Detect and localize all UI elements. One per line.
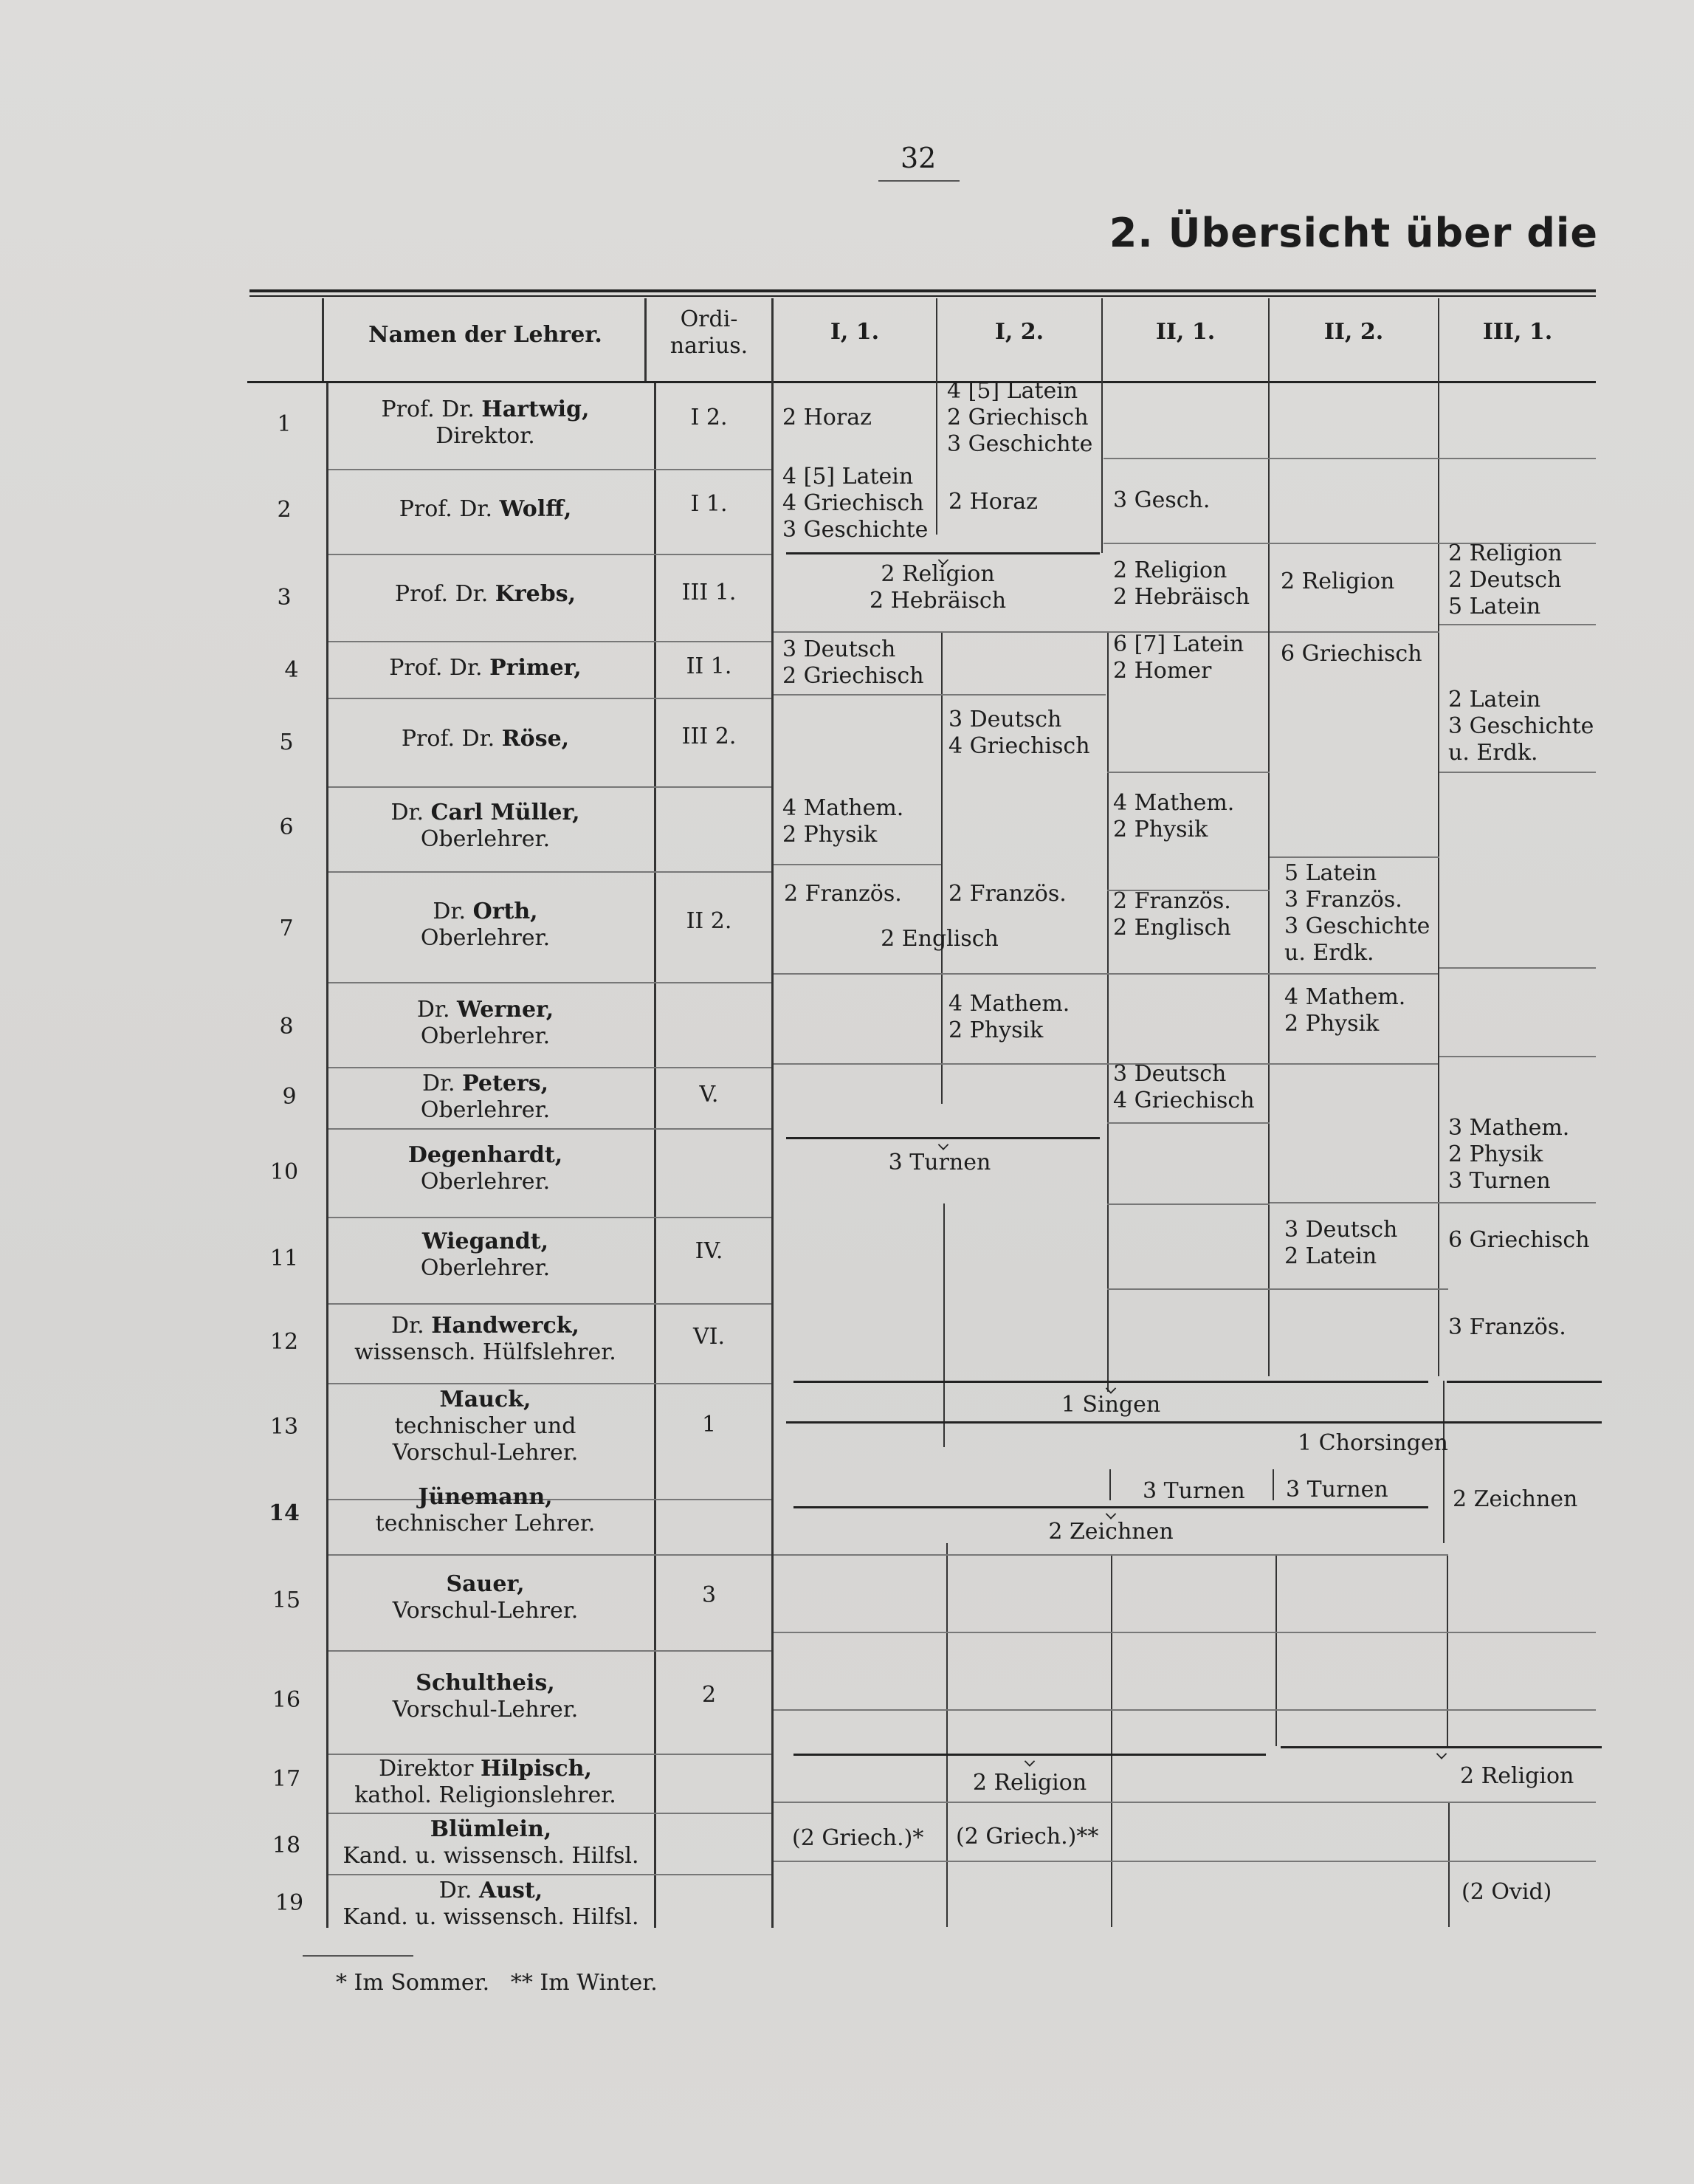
col-rule-iii1: [1438, 298, 1439, 1376]
lesson-cell: 3 Deutsch 2 Latein: [1284, 1217, 1398, 1269]
teacher-name: [328, 396, 642, 450]
teacher-title: Dr.: [438, 1878, 472, 1903]
row-sep: [774, 973, 1438, 975]
row-sep: [328, 1067, 771, 1068]
row-sep: [328, 469, 771, 470]
lesson-cell: 3 Französ.: [1448, 1314, 1566, 1340]
span-brace-r17-right: [1281, 1746, 1602, 1748]
teacher-ordinarius: III 1.: [681, 580, 737, 605]
teacher-surname: Wiegandt,: [421, 1229, 549, 1254]
row-number: 14: [269, 1500, 300, 1526]
teacher-surname: Hilpisch,: [481, 1756, 592, 1782]
page-number-rule: [878, 180, 960, 182]
teacher-title: Prof. Dr.: [401, 726, 495, 752]
row-number: 12: [269, 1329, 299, 1355]
teacher-title: Prof. Dr.: [389, 655, 483, 681]
teacher-surname: Wolff,: [499, 496, 572, 522]
teacher-role: technischer Lehrer.: [375, 1511, 596, 1536]
row-number: 13: [269, 1414, 299, 1440]
span-rule-r13-chor: [786, 1421, 1602, 1424]
lesson-cell: 3 Turnen: [1286, 1477, 1388, 1503]
lesson-cell: 3 Deutsch 2 Griechisch: [782, 636, 924, 689]
teacher-name: [328, 496, 642, 523]
teacher-name: [328, 655, 642, 681]
lesson-cell: 2 Religion 2 Hebräisch: [869, 561, 1007, 614]
lesson-cell: 3 Turnen: [888, 1150, 991, 1175]
teacher-name: [328, 1670, 642, 1723]
lesson-cell: 3 Turnen: [1143, 1478, 1245, 1504]
teacher-surname: Primer,: [489, 655, 582, 681]
row-sep: [774, 1554, 1448, 1556]
teacher-surname: Werner,: [457, 997, 554, 1023]
teacher-role: Vorschul-Lehrer.: [392, 1598, 579, 1624]
span-brace-r17-left: [793, 1754, 1266, 1756]
header-class-i2: I, 2.: [994, 319, 1044, 345]
lesson-cell: 3 Gesch.: [1113, 487, 1211, 513]
lesson-cell: 4 [5] Latein 2 Griechisch 3 Geschichte: [947, 378, 1093, 457]
teacher-surname: Krebs,: [495, 581, 576, 607]
lesson-cell: 4 Mathem. 2 Physik: [782, 795, 904, 848]
lesson-cell: (2 Griech.)*: [792, 1825, 924, 1851]
teacher-title: Prof. Dr.: [399, 496, 493, 522]
span-brace-r13-singen: [793, 1381, 1428, 1383]
teacher-ordinarius: 2: [701, 1682, 717, 1708]
teacher-name: [328, 1878, 653, 1931]
row-number: 17: [272, 1766, 301, 1792]
col-rule-i1: [771, 298, 774, 1928]
teacher-title: Dr.: [421, 1071, 455, 1096]
row-number: 5: [279, 729, 294, 755]
row-sep: [774, 1632, 1596, 1633]
teacher-surname: Handwerck,: [431, 1313, 579, 1339]
row-sep: [1439, 967, 1596, 969]
teacher-title: Prof. Dr.: [381, 396, 475, 422]
row-sep: [328, 1217, 771, 1218]
teacher-role: Oberlehrer.: [420, 826, 551, 852]
row-sep: [328, 1554, 771, 1556]
teacher-surname: Jünemann,: [418, 1484, 553, 1510]
teacher-title: Direktor: [379, 1756, 474, 1782]
teacher-ordinarius: 1: [701, 1412, 717, 1438]
lesson-cell: 4 Mathem. 2 Physik: [1113, 790, 1235, 842]
row-sep: [1270, 631, 1439, 633]
lesson-cell: 4 Mathem. 2 Physik: [1284, 984, 1406, 1037]
lesson-cell: 1 Singen: [1061, 1392, 1161, 1418]
row-number: 6: [279, 814, 294, 840]
teacher-role: Oberlehrer.: [420, 925, 551, 951]
lesson-cell: 2 Horaz: [948, 489, 1038, 515]
header-class-ii1: II, 1.: [1155, 319, 1216, 345]
lesson-cell: 2 Französ. 2 Englisch: [1113, 888, 1231, 941]
row-sep: [1107, 1203, 1270, 1205]
row-sep: [1439, 1056, 1596, 1057]
row-sep: [774, 1709, 1596, 1711]
row-sep: [774, 694, 1106, 696]
row-sep: [1270, 856, 1439, 858]
teacher-ordinarius: III 2.: [681, 724, 737, 749]
row-sep: [328, 786, 771, 788]
row-sep: [328, 871, 771, 873]
teacher-name: [328, 997, 642, 1050]
lesson-cell: 2 Religion 2 Hebräisch: [1113, 557, 1250, 610]
row-sep: [774, 1063, 1438, 1065]
teacher-surname: Degenhardt,: [407, 1142, 563, 1168]
lesson-cell: 4 Mathem. 2 Physik: [948, 991, 1070, 1043]
row-sep: [328, 1754, 771, 1755]
col-rule-i2-b: [941, 631, 943, 1104]
teacher-name: [328, 1071, 642, 1124]
col-rule-ii1-b: [1107, 631, 1109, 1392]
row-number: 19: [275, 1890, 304, 1916]
teacher-name: [328, 1756, 642, 1809]
row-number: 16: [272, 1687, 301, 1713]
row-number: 4: [284, 657, 299, 683]
col-rule-iii1-d: [1448, 1802, 1450, 1927]
lesson-cell: 2 Religion: [1460, 1763, 1574, 1789]
row-sep: [328, 641, 771, 642]
teacher-role: Vorschul-Lehrer.: [392, 1697, 579, 1723]
row-sep: [328, 1650, 771, 1652]
row-number: 1: [277, 411, 292, 437]
teacher-surname: Hartwig,: [481, 396, 590, 422]
teacher-surname: Orth,: [472, 899, 538, 924]
lesson-cell: 6 Griechisch: [1281, 641, 1422, 667]
lesson-cell: 1 Chorsingen: [1298, 1430, 1448, 1456]
teacher-name: [328, 1142, 642, 1195]
row-sep: [328, 698, 771, 699]
teacher-ordinarius: II 2.: [686, 908, 732, 934]
row-sep: [1103, 458, 1596, 459]
span-rule-r13-right: [1447, 1381, 1602, 1383]
lesson-cell: 2 Horaz: [782, 405, 872, 430]
teacher-name: [328, 1816, 653, 1869]
teacher-surname: Peters,: [462, 1071, 549, 1096]
lesson-cell: (2 Griech.)**: [956, 1824, 1099, 1850]
teacher-role: Kand. u. wissensch. Hilfsl.: [342, 1843, 639, 1869]
row-number: 8: [279, 1014, 294, 1040]
teacher-surname: Mauck,: [439, 1387, 531, 1412]
lesson-cell: 6 Griechisch: [1448, 1227, 1590, 1253]
teacher-ordinarius: I 1.: [690, 491, 728, 517]
teacher-title: Dr.: [416, 997, 450, 1023]
teacher-title: Dr.: [433, 899, 466, 924]
header-class-iii1: III, 1.: [1482, 319, 1553, 345]
header-class-i1: I, 1.: [830, 319, 880, 345]
lesson-cell: 4 [5] Latein 4 Griechisch 3 Geschichte: [782, 464, 929, 543]
row-sep: [1439, 1202, 1596, 1203]
col-rule-ii1-d: [1111, 1554, 1112, 1927]
teacher-title: Dr.: [391, 1313, 424, 1339]
row-sep: [774, 1861, 1596, 1862]
teacher-title: Dr.: [390, 800, 424, 825]
row-sep: [328, 1303, 771, 1305]
row-sep: [328, 1128, 771, 1130]
col-rule-ii2-c: [1275, 1554, 1277, 1746]
col-rule-ii2: [1268, 298, 1270, 1376]
teacher-ordinarius: VI.: [692, 1324, 726, 1350]
row-number: 9: [282, 1084, 297, 1110]
col-rule-iii1-c: [1447, 1554, 1448, 1746]
teacher-name: [328, 1484, 642, 1537]
teacher-name: [328, 1229, 642, 1282]
teacher-surname: Aust,: [478, 1878, 543, 1903]
teacher-role: technischer und Vorschul-Lehrer.: [392, 1413, 579, 1466]
lesson-cell: 2 Zeichnen: [1048, 1519, 1174, 1545]
teacher-surname: Sauer,: [446, 1571, 525, 1597]
row-sep: [1107, 772, 1270, 773]
teacher-surname: Röse,: [501, 726, 570, 752]
teacher-ordinarius: 3: [701, 1582, 717, 1608]
col-rule-i2-d: [946, 1543, 948, 1927]
teacher-ordinarius: II 1.: [686, 653, 732, 679]
row-sep: [774, 1802, 1596, 1803]
lesson-cell: 6 [7] Latein 2 Homer: [1113, 631, 1244, 684]
teacher-ordinarius: I 2.: [690, 405, 728, 430]
teacher-name: [328, 726, 642, 752]
row-number: 11: [269, 1246, 299, 1271]
col-rule-names: [322, 298, 324, 381]
row-sep: [328, 554, 771, 555]
header-class-ii2: II, 2.: [1323, 319, 1384, 345]
lesson-cell: 3 Deutsch 4 Griechisch: [1113, 1061, 1255, 1113]
footnote-rule: [303, 1955, 413, 1957]
teacher-surname: Schultheis,: [416, 1670, 555, 1696]
lesson-cell: 2 Zeichnen: [1453, 1486, 1578, 1512]
col-rule-ii1-c: [1109, 1469, 1111, 1500]
row-number: 3: [277, 585, 292, 611]
col-rule-iii1-b: [1443, 1381, 1445, 1543]
row-number: 7: [279, 916, 294, 941]
row-sep: [1439, 772, 1596, 773]
row-sep: [328, 1383, 771, 1384]
header-names: Namen der Lehrer.: [368, 322, 602, 348]
teacher-role: Oberlehrer.: [420, 1169, 551, 1195]
row-sep: [1439, 624, 1596, 625]
teacher-name: [328, 1313, 642, 1366]
lesson-cell: 2 Religion 2 Deutsch 5 Latein: [1448, 540, 1563, 619]
teacher-role: kathol. Religionslehrer.: [354, 1782, 616, 1808]
teacher-name: [328, 800, 642, 853]
row-sep: [1270, 1202, 1439, 1203]
table-top-rule-thin: [249, 295, 1596, 297]
span-brace-r10: [786, 1137, 1100, 1139]
row-number: 2: [277, 497, 292, 523]
lesson-cell: 3 Deutsch 4 Griechisch: [948, 707, 1090, 759]
col-rule-ord: [644, 298, 647, 381]
row-sep: [1107, 1288, 1448, 1290]
lesson-cell: (2 Ovid): [1461, 1879, 1552, 1905]
teacher-name: [328, 1571, 642, 1624]
teacher-role: Kand. u. wissensch. Hilfsl.: [342, 1904, 639, 1930]
row-sep: [774, 864, 941, 865]
lesson-cell: 2 Religion: [1281, 569, 1395, 594]
row-sep: [328, 982, 771, 983]
teacher-surname: Carl Müller,: [430, 800, 580, 825]
section-heading: 2. Übersicht über die: [1109, 210, 1598, 256]
row-sep: [1107, 1122, 1270, 1124]
span-brace-r3: [786, 552, 1100, 554]
col-rule-ii2-b: [1273, 1469, 1274, 1500]
teacher-surname: Blümlein,: [430, 1816, 552, 1842]
teacher-role: Oberlehrer.: [420, 1023, 551, 1049]
span-brace-r14: [793, 1506, 1428, 1508]
table-top-rule: [249, 289, 1596, 292]
row-number: 15: [272, 1587, 301, 1613]
teacher-role: Direktor.: [435, 423, 535, 449]
teacher-role: Oberlehrer.: [420, 1255, 551, 1281]
teacher-role: wissensch. Hülfslehrer.: [354, 1339, 616, 1365]
row-number: 10: [269, 1159, 299, 1185]
teacher-name: [328, 581, 642, 608]
teacher-ordinarius: IV.: [695, 1238, 723, 1264]
lesson-cell: 2 Englisch: [881, 926, 999, 952]
lesson-cell: 2 Religion: [972, 1770, 1087, 1796]
header-bottom-rule: [247, 381, 1596, 383]
lesson-cell: 2 Latein 3 Geschichte u. Erdk.: [1448, 687, 1594, 766]
lesson-cell: 2 Französ.: [948, 881, 1067, 907]
teacher-name: [328, 899, 642, 952]
lesson-cell: 2 Französ.: [784, 881, 902, 907]
footnote: * Im Sommer. ** Im Winter.: [336, 1970, 658, 1996]
teacher-name: [328, 1387, 642, 1466]
teacher-role: Oberlehrer.: [420, 1097, 551, 1123]
row-number: 18: [272, 1833, 301, 1858]
row-sep: [328, 1813, 771, 1814]
header-ordinarius: Ordi- narius.: [669, 306, 748, 359]
teacher-ordinarius: V.: [699, 1082, 719, 1108]
teacher-title: Prof. Dr.: [394, 581, 489, 607]
row-sep: [328, 1874, 771, 1875]
lesson-cell: 3 Mathem. 2 Physik 3 Turnen: [1448, 1115, 1570, 1194]
page-number: 32: [901, 142, 937, 174]
lesson-cell: 5 Latein 3 Französ. 3 Geschichte u. Erdk.: [1284, 860, 1430, 966]
